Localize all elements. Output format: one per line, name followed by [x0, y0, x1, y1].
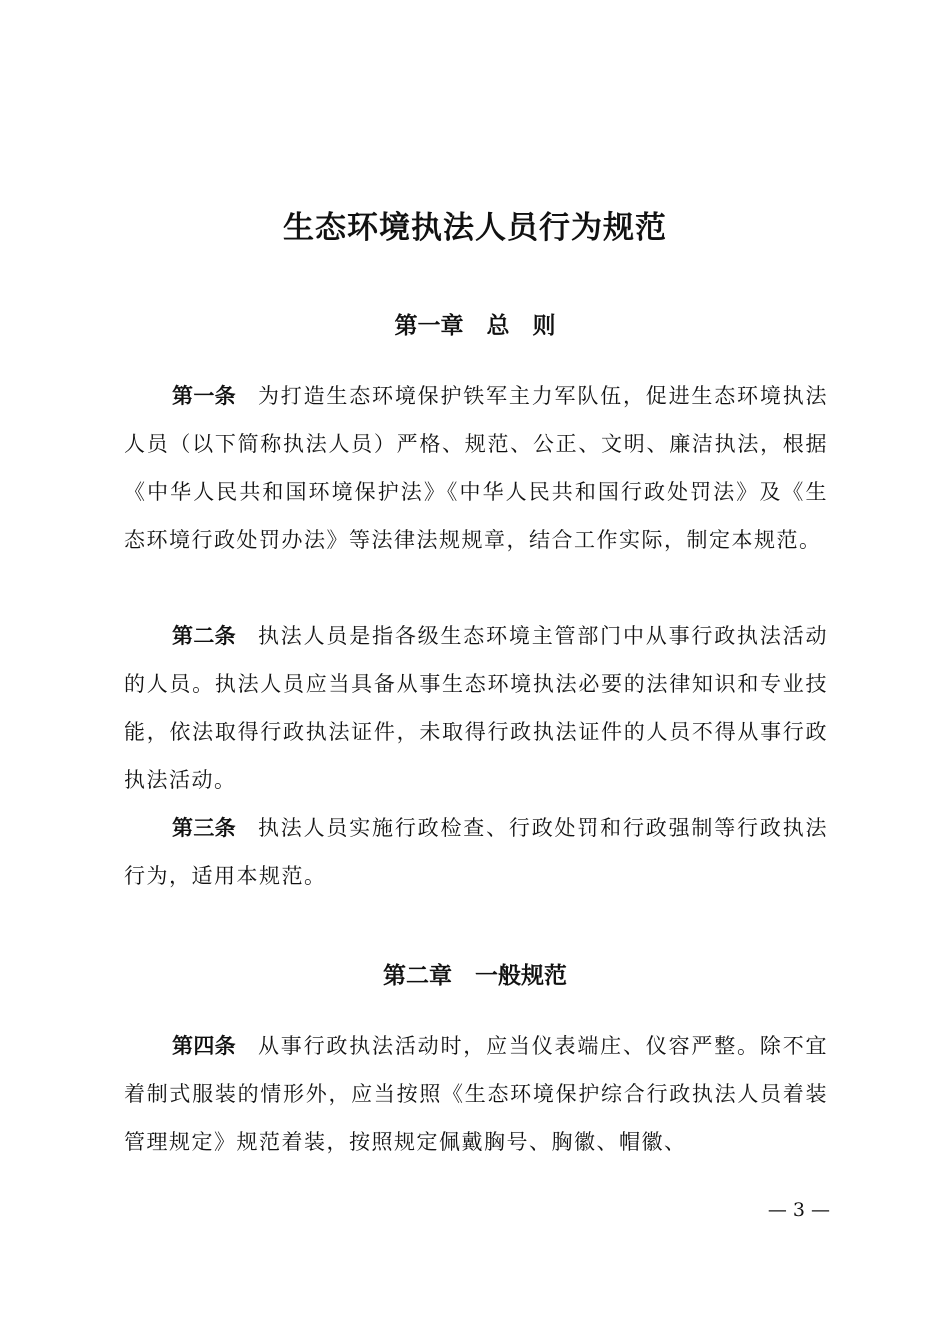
article-2	[124, 612, 828, 804]
article-label: 第四条	[172, 1034, 236, 1058]
article-text: 执法人员是指各级生态环境主管部门中从事行政执法活动的人员。执法人员应当具备从事生态环境执法必要的法律知识和专业技能，依法取得行政执法证件，未取得行政执法证件的人员不得从事行政执法活动。	[124, 624, 829, 792]
article-1	[124, 372, 828, 564]
article-label: 第一条	[172, 384, 236, 408]
page-number: — 3 —	[767, 1199, 830, 1221]
article-text: 为打造生态环境保护铁军主力军队伍，促进生态环境执法人员（以下简称执法人员）严格、规范、公正、文明、廉洁执法，根据《中华人民共和国环境保护法》《中华人民共和国行政处罚法》及《生态环境行政处罚办法》等法律法规规章，结合工作实际，制定本规范。	[124, 384, 829, 552]
article-text: 执法人员实施行政检查、行政处罚和行政强制等行政执法行为，适用本规范。	[124, 816, 829, 888]
document-title: 生态环境执法人员行为规范	[283, 210, 667, 246]
chapter-heading-1: 第一章 总 则	[394, 313, 556, 339]
article-4	[124, 1022, 828, 1166]
article-text: 从事行政执法活动时，应当仪表端庄、仪容严整。除不宜着制式服装的情形外，应当按照《生态环境保护综合行政执法人员着装管理规定》规范着装，按照规定佩戴胸号、胸徽、帽徽、	[124, 1034, 829, 1154]
article-label: 第二条	[172, 624, 236, 648]
article-3	[124, 804, 828, 900]
chapter-heading-2: 第二章 一般规范	[383, 963, 567, 989]
article-label: 第三条	[172, 816, 236, 840]
